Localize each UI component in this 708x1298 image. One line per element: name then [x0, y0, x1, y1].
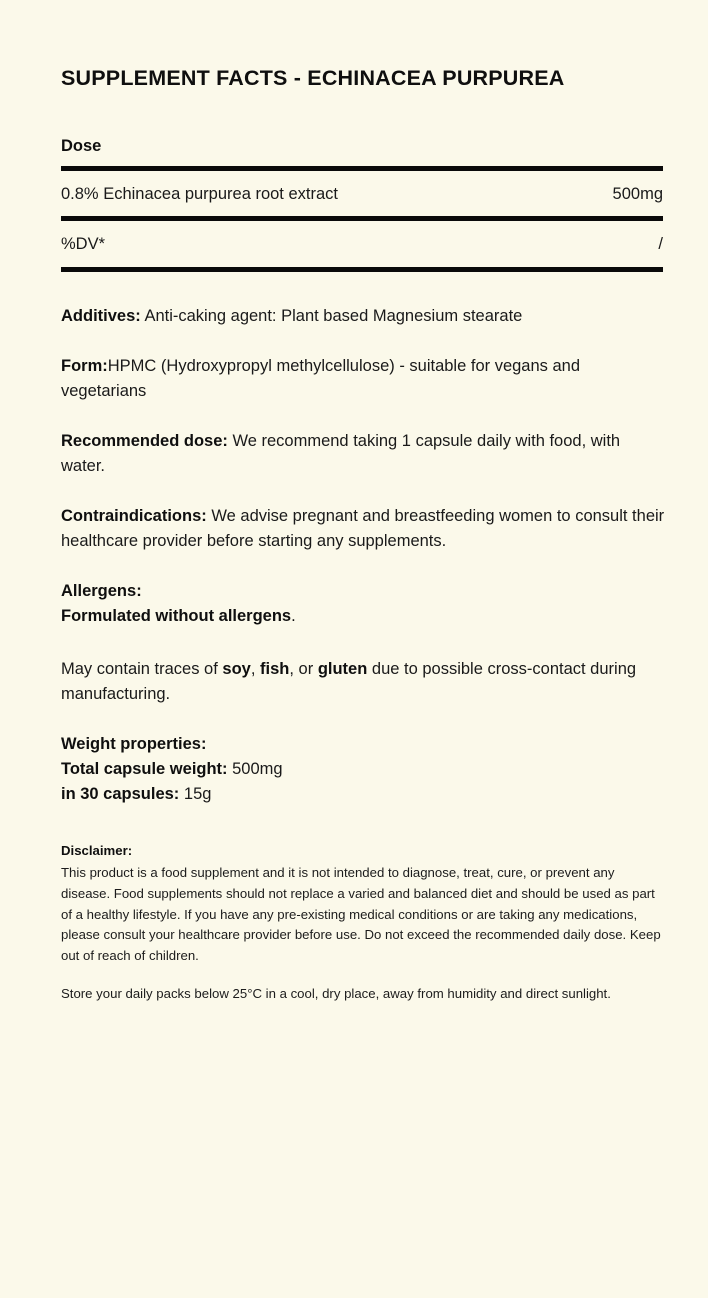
capsules-count-value: 15g — [179, 784, 212, 803]
form-text: HPMC (Hydroxypropyl methylcellulose) - suitable for vegans and vegetarians — [61, 356, 581, 400]
allergen-gluten: gluten — [317, 659, 368, 678]
daily-value-amount: / — [658, 235, 663, 254]
weight-properties-label — [61, 732, 665, 757]
page-title: SUPPLEMENT FACTS - ECHINACEA PURPUREA — [61, 66, 565, 90]
recommended-dose-section — [61, 429, 665, 479]
allergen-fish: fish — [260, 659, 290, 678]
cross-contact-prefix: May contain traces of — [61, 659, 223, 678]
storage-instructions: Store your daily packs below 25°C in a cool, dry place, away from humidity and direct sunlight. — [61, 986, 611, 1002]
allergens-label: Allergens: — [61, 582, 142, 601]
product-information — [61, 304, 665, 807]
facts-table-rule-bottom — [61, 267, 663, 272]
cross-contact-sep-1: , — [250, 659, 261, 678]
contraindications-section — [61, 504, 665, 554]
capsules-count-row — [61, 782, 665, 807]
recommended-dose-text: We recommend taking 1 capsule daily with food, with water. — [61, 432, 621, 476]
capsules-count-label: in 30 capsules: — [61, 784, 180, 803]
additives-text: Anti-caking agent: Plant based Magnesium stearate — [140, 306, 523, 325]
table-row — [61, 221, 663, 267]
weight-properties-section — [61, 732, 665, 807]
form-section — [61, 354, 665, 404]
cross-contact-suffix: due to possible cross-contact during manufacturing. — [61, 659, 637, 703]
disclaimer-body: This product is a food supplement and it is not intended to diagnose, treat, cure, or prevent any disease. Food supplements should not replace a varied and balanced diet and should be used as part of a healthy lifestyle. If you have any pre-existing medical conditions or are taking any medications, please consult your healthcare provider before use. Do not exceed the recommended daily dose. Keep out of reach of children. — [61, 864, 661, 964]
cross-contact-sep-2: , or — [289, 659, 318, 678]
facts-table-header-dose: Dose — [61, 136, 102, 155]
allergens-section — [61, 579, 665, 629]
total-capsule-weight-row — [61, 757, 665, 782]
contraindications-text: We advise pregnant and breastfeeding women to consult their healthcare provider before starting any supplements. — [61, 507, 665, 551]
form-label: Form: — [61, 356, 108, 375]
additives-label: Additives: — [61, 306, 141, 325]
allergens-statement — [61, 604, 665, 629]
allergens-statement-text: Formulated without allergens — [61, 607, 292, 626]
total-capsule-weight-value: 500mg — [227, 759, 283, 778]
ingredient-amount: 500mg — [612, 184, 663, 203]
allergens-statement-period: . — [291, 607, 296, 626]
table-row — [61, 171, 663, 217]
daily-value-label: %DV* — [61, 235, 106, 254]
disclaimer-section — [61, 841, 661, 1005]
allergen-soy: soy — [222, 659, 251, 678]
contraindications-label: Contraindications: — [61, 507, 207, 526]
disclaimer-title: Disclaimer: — [61, 842, 133, 858]
supplement-facts-table — [61, 137, 663, 272]
additives-section — [61, 304, 665, 329]
ingredient-name: 0.8% Echinacea purpurea root extract — [61, 184, 338, 203]
total-capsule-weight-label: Total capsule weight: — [61, 759, 228, 778]
cross-contact-section — [61, 657, 665, 707]
recommended-dose-label: Recommended dose: — [61, 432, 228, 451]
weight-properties-heading: Weight properties: — [61, 734, 207, 753]
